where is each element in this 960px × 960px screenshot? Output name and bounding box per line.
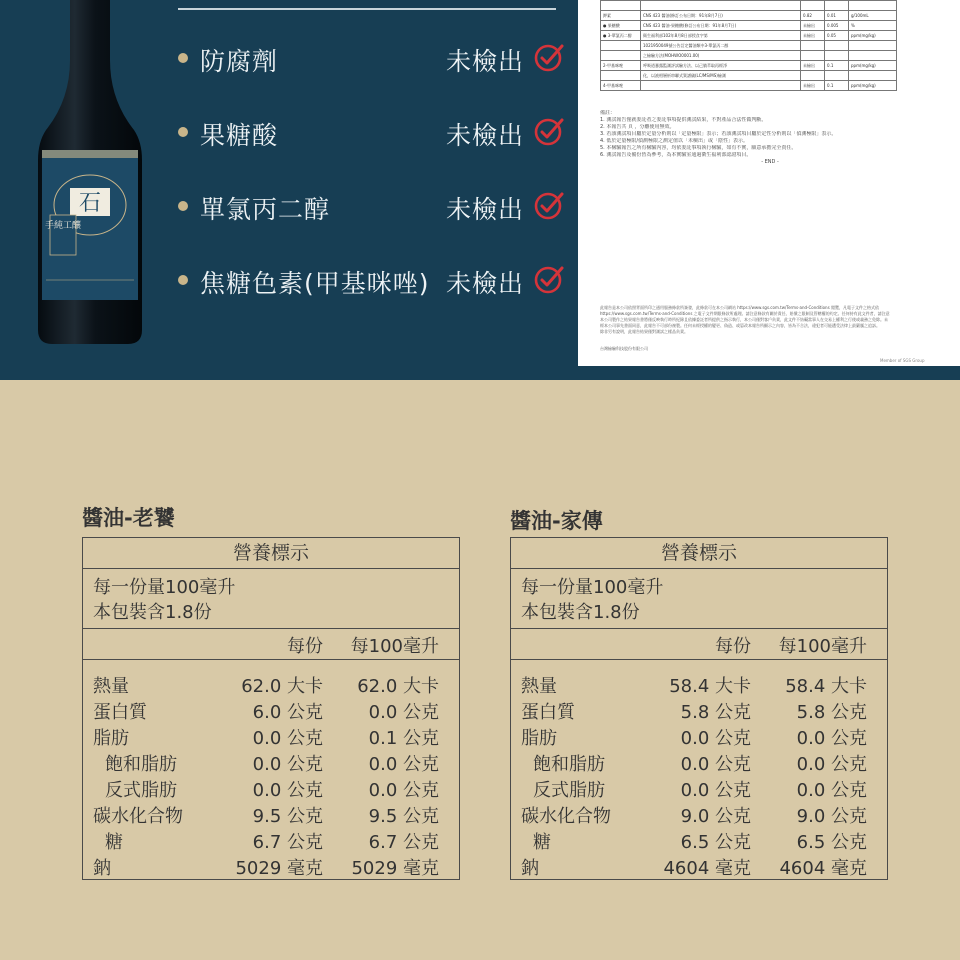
nutrient-label: 脂肪 [521, 728, 557, 749]
nutrient-row [83, 750, 459, 776]
nutrient-per-100ml: 9.0 公克 [796, 806, 867, 827]
report-cell: 呼吸道暴露監測評試驗方法、以己腈萃取再經淨 [641, 61, 801, 71]
report-note-line: - END - [761, 159, 779, 165]
nutrient-per-100ml: 0.0 公克 [368, 780, 439, 801]
report-fine-line: 經本公司事先書面同意，此報告不可部份複製。任何未經授權的變更、偽造、或篡改本報告所顯示之內容，皆為不合法，違犯者可能遭受法律上最嚴厲之追訴。 [600, 323, 880, 328]
panel-header: 營養標示 [511, 538, 887, 569]
nutrient-label: 飽和脂肪 [533, 754, 605, 775]
servings-per-pack: 本包裝含1.8份 [521, 602, 640, 623]
col-per-serving: 每份 [287, 636, 323, 657]
nutrient-row [511, 724, 887, 750]
nutrient-row [83, 724, 459, 750]
report-cell [849, 71, 897, 81]
banner-item-name: 單氯丙二醇 [200, 195, 331, 224]
banner-item [178, 188, 568, 228]
check-circle-icon [533, 41, 565, 73]
report-cell: 衛生福利部102年8月8日部授食字第 [641, 31, 801, 41]
report-cell [825, 71, 849, 81]
nutrient-row [511, 750, 887, 776]
report-cell: CNS 423 醬油(修訂公布日期：91年8月7日) [641, 11, 801, 21]
test-report-document [578, 0, 960, 366]
report-cell: 之檢驗方法(MOHWO0001.00) [641, 51, 801, 61]
nutrient-per-serving: 6.0 公克 [252, 702, 323, 723]
report-cell [801, 51, 825, 61]
nutrient-label: 熱量 [521, 676, 557, 697]
report-cell [801, 71, 825, 81]
nutrient-per-serving: 0.0 公克 [680, 754, 751, 775]
bullet-dot [178, 53, 188, 63]
label-title-jiachuan: 醬油-家傳 [510, 509, 603, 533]
report-cell: ppm(mg/kg) [849, 81, 897, 91]
nutrient-per-100ml: 62.0 大卡 [357, 676, 439, 697]
check-circle-icon [533, 115, 565, 147]
nutrient-per-serving: 58.4 大卡 [669, 676, 751, 697]
report-cell [801, 41, 825, 51]
nutrient-per-serving: 6.7 公克 [252, 832, 323, 853]
report-cell: g/100mL [849, 11, 897, 21]
report-cell: 化，以液相層析串聯式質譜儀(LC/MS/MS)檢測 [641, 71, 801, 81]
banner-item-name: 防腐劑 [200, 47, 279, 76]
divider [511, 628, 887, 629]
report-cell: 未檢出 [801, 31, 825, 41]
nutrient-per-serving: 0.0 公克 [252, 754, 323, 775]
report-cell [825, 51, 849, 61]
col-per-100ml: 每100毫升 [350, 636, 439, 657]
nutrient-per-100ml: 0.0 公克 [796, 754, 867, 775]
nutrient-label: 反式脂肪 [533, 780, 605, 801]
panel-header: 營養標示 [83, 538, 459, 569]
nutrient-per-serving: 0.0 公克 [252, 780, 323, 801]
nutrient-row [83, 776, 459, 802]
report-row [601, 31, 897, 41]
nutrition-panel-jiachuan [510, 537, 888, 880]
nutrient-row [511, 776, 887, 802]
report-cell: ● 3-單氯丙二醇 [601, 31, 641, 41]
soy-sauce-bottle-image [38, 0, 142, 344]
nutrient-label: 糖 [105, 832, 123, 853]
col-per-100ml: 每100毫升 [778, 636, 867, 657]
nutrient-per-serving: 0.0 公克 [680, 780, 751, 801]
divider [511, 659, 887, 660]
report-cell: 未檢出 [801, 21, 825, 31]
nutrient-per-100ml: 0.0 公克 [368, 702, 439, 723]
report-cell: 4-甲基咪唑 [601, 81, 641, 91]
nutrient-per-100ml: 6.7 公克 [368, 832, 439, 853]
bullet-dot [178, 127, 188, 137]
nutrient-row [83, 698, 459, 724]
report-fine-line: https://www.sgs.com.tw/Terms-and-Conditions 之電子文件期限條款所處理。請注意條款有關於責任、賠償之限制及管轄權的約定。任何持有此文件者，請注意 [600, 311, 890, 316]
nutrient-row [83, 802, 459, 828]
nutrient-row [511, 698, 887, 724]
banner-item-result: 未檢出 [446, 121, 525, 150]
report-cell: ● 果糖酸 [601, 21, 641, 31]
report-fine-line: 本公司製作之結果報告書將僅反映執行時所紀錄且依據委託者所提供之指示執行，本公司僅對客戶負責，此文件不妨礙當事人在交易上權利之行使或義務之免除。未 [600, 317, 888, 322]
banner-item [178, 114, 568, 154]
banner-item [178, 262, 568, 302]
nutrient-row [511, 854, 887, 880]
report-cell: 2-甲基咪唑 [601, 61, 641, 71]
nutrient-per-serving: 9.0 公克 [680, 806, 751, 827]
report-cell: % [849, 21, 897, 31]
nutrient-label: 碳水化合物 [521, 806, 611, 827]
nutrient-label: 碳水化合物 [93, 806, 183, 827]
nutrient-per-100ml: 0.1 公克 [368, 728, 439, 749]
nutrient-per-100ml: 0.0 公克 [796, 780, 867, 801]
report-fine-line: 除非另有說明，此報告結果僅對測試之樣品負責。 [600, 329, 688, 334]
report-cell [601, 71, 641, 81]
nutrient-per-serving: 0.0 公克 [680, 728, 751, 749]
nutrient-label: 熱量 [93, 676, 129, 697]
nutrient-row [83, 672, 459, 698]
report-cell: 未檢出 [801, 81, 825, 91]
nutrient-per-serving: 6.5 公克 [680, 832, 751, 853]
divider [83, 628, 459, 629]
serving-size: 每一份量100毫升 [93, 577, 236, 598]
bottle-badge-char: 石 [78, 191, 102, 216]
nutrient-per-100ml: 0.0 公克 [368, 754, 439, 775]
nutrient-per-100ml: 5.8 公克 [796, 702, 867, 723]
report-note-line: 4. 低於定量極限/偵測極限之測定值以「未檢出」或「陰性」表示。 [600, 138, 749, 144]
report-row [601, 61, 897, 71]
nutrient-per-100ml: 5029 毫克 [351, 858, 439, 879]
top-divider [178, 8, 556, 10]
report-note-line: 1. 測試報告僅就委託者之委託事項提供測試結果，不對產品合法性做判斷。 [600, 117, 767, 123]
banner-item-name: 焦糖色素(甲基咪唑) [200, 269, 430, 298]
report-cell [601, 51, 641, 61]
nutrient-per-serving: 62.0 大卡 [241, 676, 323, 697]
banner-item-result: 未檢出 [446, 47, 525, 76]
nutrient-label: 糖 [533, 832, 551, 853]
report-cell: 0.005 [825, 21, 849, 31]
report-cell: 0.82 [801, 11, 825, 21]
banner-item [178, 40, 568, 80]
top-banner [0, 0, 960, 380]
label-title-laotao: 醬油-老饕 [82, 506, 175, 530]
report-cell [825, 41, 849, 51]
nutrient-row [511, 828, 887, 854]
report-cell: 未檢出 [801, 61, 825, 71]
report-row [601, 81, 897, 91]
report-cell: 0.01 [825, 11, 849, 21]
nutrient-per-serving: 5.8 公克 [680, 702, 751, 723]
report-company: 台灣檢驗科技股份有限公司 [600, 346, 648, 351]
report-row [601, 41, 897, 51]
report-note-line: 6. 測試報告及備份皆為參考，為本實驗室通過衛生福利部認證項目。 [600, 152, 752, 158]
report-row [601, 51, 897, 61]
report-row [601, 71, 897, 81]
check-circle-icon [533, 189, 565, 221]
report-cell: 0.1 [825, 61, 849, 71]
report-note-line: 備註： [600, 110, 616, 116]
report-note-line: 5. 本檢驗報告之所有檢驗內容，均依委託事項執行檢驗，如有不實，願意承擔完全責任。 [600, 145, 797, 151]
report-fine-print [600, 305, 940, 335]
servings-per-pack: 本包裝含1.8份 [93, 602, 212, 623]
nutrient-row [83, 854, 459, 880]
bottle-side-text: 手純工釀 [44, 221, 82, 231]
serving-size: 每一份量100毫升 [521, 577, 664, 598]
nutrient-per-serving: 5029 毫克 [235, 858, 323, 879]
report-note-line: 3. 若該測試項目屬於定量分析則以「定量極限」表示；若該測試項目屬於定性分析則以「偵測極限」表示。 [600, 131, 837, 137]
divider [83, 659, 459, 660]
report-cell: 鉀素 [601, 11, 641, 21]
bullet-dot [178, 275, 188, 285]
nutrient-per-100ml: 0.0 公克 [796, 728, 867, 749]
nutrient-label: 蛋白質 [93, 702, 147, 723]
nutrient-row [511, 672, 887, 698]
report-cell: CNS 423 醬油-果糖酸(修訂公布日期：91年8月7日) [641, 21, 801, 31]
banner-item-name: 果糖酸 [200, 121, 279, 150]
nutrient-row [83, 828, 459, 854]
banner-item-result: 未檢出 [446, 269, 525, 298]
nutrient-per-100ml: 58.4 大卡 [785, 676, 867, 697]
report-row [601, 11, 897, 21]
nutrient-per-serving: 0.0 公克 [252, 728, 323, 749]
report-footer-tag: Member of SGS Group [880, 358, 925, 363]
nutrient-per-100ml: 4604 毫克 [779, 858, 867, 879]
report-notes [600, 110, 940, 166]
nutrient-per-100ml: 6.5 公克 [796, 832, 867, 853]
report-note-line: 2. 本報告共 頁 ，分離使用無效。 [600, 124, 675, 130]
report-cell: ppm(mg/kg) [849, 31, 897, 41]
nutrition-panel-laotao [82, 537, 460, 880]
report-cell [849, 51, 897, 61]
nutrient-row [511, 802, 887, 828]
bullet-dot [178, 201, 188, 211]
nutrient-label: 脂肪 [93, 728, 129, 749]
nutrient-per-serving: 4604 毫克 [663, 858, 751, 879]
report-cell: ppm(mg/kg) [849, 61, 897, 71]
report-table [600, 0, 897, 91]
check-circle-icon [533, 263, 565, 295]
report-cell: 0.05 [825, 31, 849, 41]
nutrient-label: 鈉 [521, 858, 539, 879]
nutrient-per-100ml: 9.5 公克 [368, 806, 439, 827]
report-cell [641, 81, 801, 91]
report-cell: 1021950049號公告訂定醬油類中3-單氯丙二醇 [641, 41, 801, 51]
report-cell [601, 41, 641, 51]
report-cell [849, 41, 897, 51]
banner-item-result: 未檢出 [446, 195, 525, 224]
nutrient-label: 蛋白質 [521, 702, 575, 723]
report-row [601, 21, 897, 31]
report-fine-line: 此報告是本公司依照背面所印之通用服務條款所簽發，此條款可在本公司網站 https://www.sgs.com.tw/Terms-and-Conditions 閱覽，凡電子文件之格式依 [600, 305, 879, 310]
col-per-serving: 每份 [715, 636, 751, 657]
nutrient-label: 飽和脂肪 [105, 754, 177, 775]
report-cell: 0.1 [825, 81, 849, 91]
nutrient-per-serving: 9.5 公克 [252, 806, 323, 827]
nutrient-label: 反式脂肪 [105, 780, 177, 801]
nutrient-label: 鈉 [93, 858, 111, 879]
